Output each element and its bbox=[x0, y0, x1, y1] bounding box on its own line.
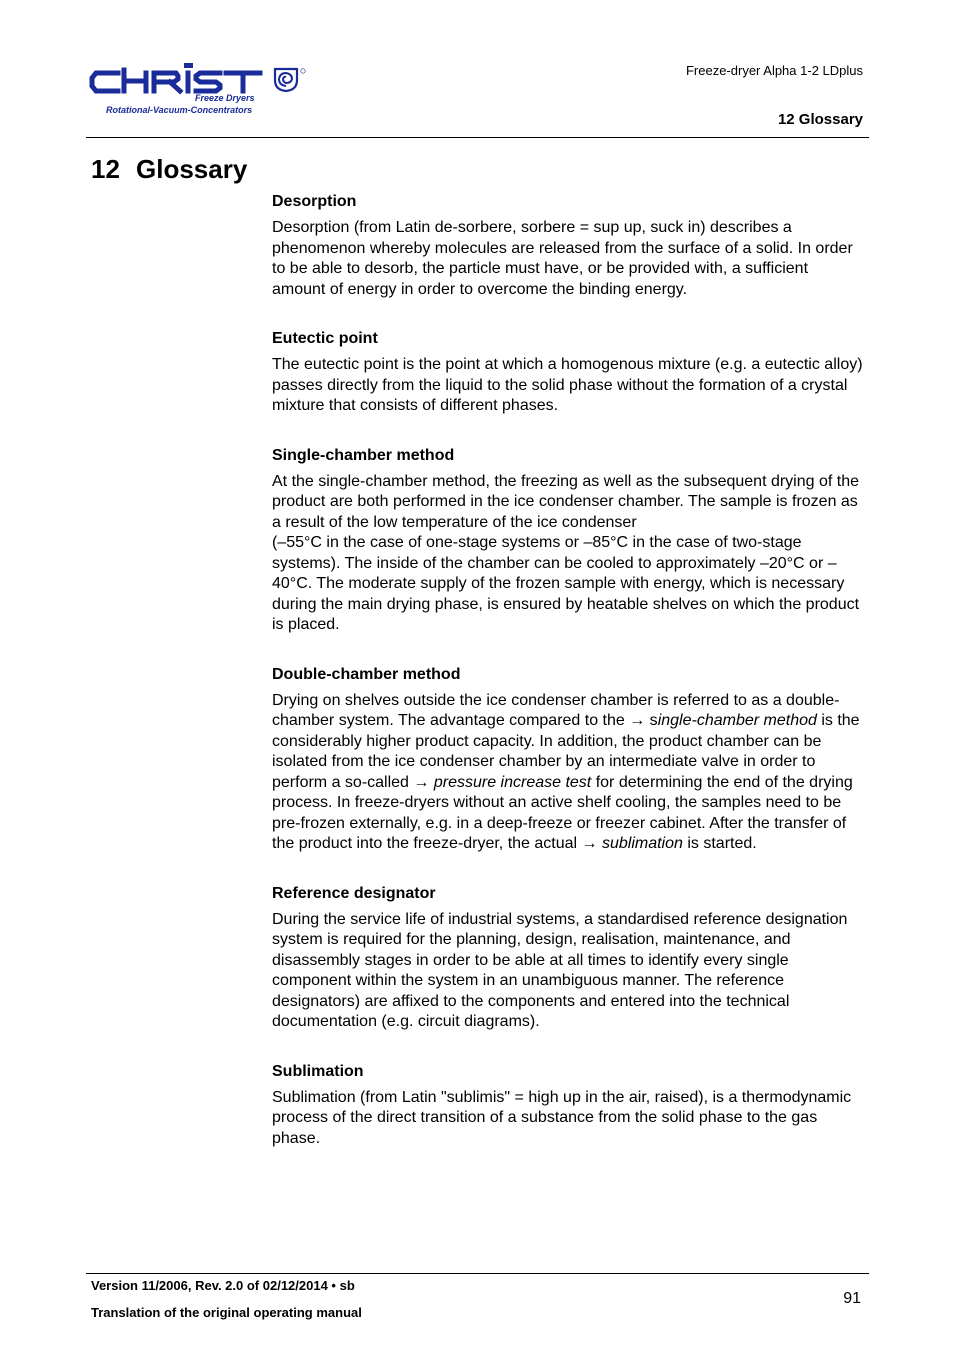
glossary-term: Desorption bbox=[272, 193, 357, 210]
glossary-term: Sublimation bbox=[272, 1062, 364, 1080]
glossary-definition: Sublimation (from Latin "sublimis" = high up in the air, raised), is a thermodynamic process of the direct transition of a substance from the solid phase to the gas phase. bbox=[272, 1088, 852, 1147]
chapter-number: 12 bbox=[91, 154, 120, 184]
glossary-definition: During the service life of industrial systems, a standardised reference designation system is required for the planning, design, realisation, maintenance, and disassembly stages in order to be able at all times to identify every single component within the system in an unambiguous manner. The reference designators) are affixed to the components and entered into the technical documentation (e.g. circuit diagrams). bbox=[272, 910, 848, 1030]
christ-emblem-icon bbox=[272, 66, 308, 94]
glossary-term: Eutectic point bbox=[272, 330, 378, 347]
definition-text: s bbox=[645, 712, 658, 729]
definition-text: for determining the end of the drying process. In freeze-dryers without an active shelf cooling, the samples need to be pre-frozen externally, e.g. in a deep-freeze or freezer cabinet. After the transfer of the product into the freeze-dryer, the actual bbox=[272, 773, 853, 852]
glossary-list bbox=[272, 192, 864, 1178]
footer-version: Version 11/2006, Rev. 2.0 of 02/12/2014 • sb bbox=[91, 1278, 355, 1293]
definition-text: is the considerably higher product capacity. In addition, the product chamber can be isolated from the ice condenser chamber by an intermediate valve in order to perform a so-called bbox=[272, 712, 860, 791]
christ-logo bbox=[88, 60, 318, 120]
logo-subtitle-concentrators: Rotational-Vacuum-Concentrators bbox=[106, 105, 253, 115]
definition-text: is started. bbox=[682, 835, 757, 852]
definition-paragraph: At the single-chamber method, the freezing as well as the subsequent drying of the product are both performed in the ice condenser chamber. The sample is frozen as a result of the low temperature of the ice condenser bbox=[272, 472, 860, 531]
glossary-term: Reference designator bbox=[272, 884, 436, 902]
definition-paragraph: (–55°C in the case of one-stage systems or –85°C in the case of two-stage systems). The inside of the chamber can be cooled to approximately –20°C or –40°C. The moderate supply of the frozen sample with energy, which is necessary during the main drying phase, is ensured by heatable shelves on which the product is placed. bbox=[272, 534, 860, 633]
glossary-definition: The eutectic point is the point at which a homogenous mixture (e.g. a eutectic alloy) passes directly from the liquid to the solid phase without the formation of a crystal mixture that consists of different phases. bbox=[272, 356, 863, 414]
glossary-entry-eutectic-point bbox=[272, 329, 864, 417]
cross-reference-single-chamber-method: ingle-chamber method bbox=[657, 712, 817, 729]
cross-reference-arrow-icon: → bbox=[413, 773, 430, 791]
header-product-name: Freeze-dryer Alpha 1-2 LDplus bbox=[685, 63, 863, 78]
header-divider bbox=[86, 137, 869, 138]
footer-divider bbox=[86, 1273, 869, 1274]
cross-reference-arrow-icon: → bbox=[581, 835, 598, 852]
footer-translation-note: Translation of the original operating manual bbox=[91, 1305, 362, 1320]
page-number: 91 bbox=[843, 1290, 861, 1307]
glossary-term: Double-chamber method bbox=[272, 665, 461, 683]
page-header bbox=[0, 0, 954, 140]
glossary-entry-desorption bbox=[272, 192, 864, 300]
definition-text: Drying on shelves outside the ice condenser chamber is referred to as a double-chamber system. The advantage compared to the bbox=[272, 691, 840, 729]
glossary-entry-single-chamber-method bbox=[272, 446, 864, 636]
glossary-entry-sublimation bbox=[272, 1062, 864, 1150]
header-section-name: 12 Glossary bbox=[777, 111, 863, 128]
i-dot bbox=[184, 63, 193, 68]
cross-reference-pressure-increase-test: pressure increase test bbox=[433, 773, 592, 791]
glossary-definition bbox=[272, 691, 864, 855]
glossary-entry-reference-designator bbox=[272, 884, 864, 1033]
cross-reference-arrow-icon: → bbox=[629, 712, 646, 729]
glossary-term: Single-chamber method bbox=[272, 446, 455, 464]
page-title bbox=[91, 154, 247, 185]
glossary-entry-double-chamber-method bbox=[272, 665, 864, 855]
glossary-definition bbox=[272, 472, 864, 636]
logo-subtitle-freeze-dryers: Freeze Dryers bbox=[195, 93, 255, 103]
glossary-definition: Desorption (from Latin de-sorbere, sorbere = sup up, suck in) describes a phenomenon whereby molecules are released from the surface of a solid. In order to be able to desorb, the particle must have, or be provided with, a sufficient amount of energy in order to overcome the binding energy. bbox=[272, 219, 853, 298]
chapter-title: Glossary bbox=[136, 154, 248, 184]
cross-reference-sublimation: sublimation bbox=[601, 835, 683, 852]
